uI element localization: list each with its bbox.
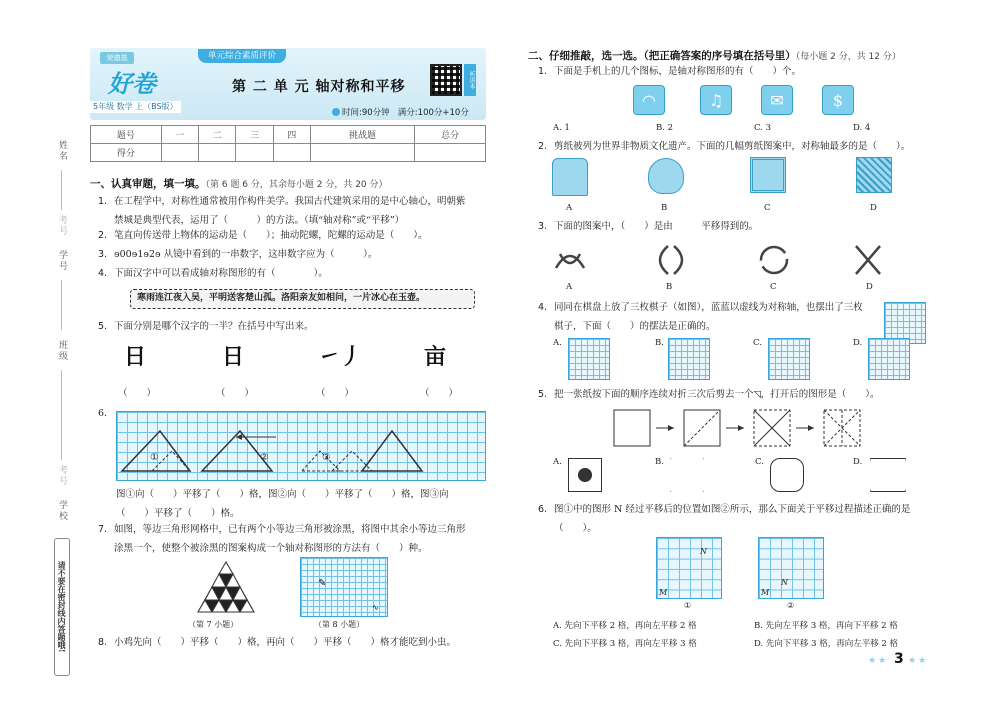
wifi-icon: ◠ <box>633 85 665 115</box>
option-c[interactable]: C. 3 <box>754 123 772 133</box>
question-text: 在工程学中，对称性通常被用作构件美学。我国古代建筑采用的是中心轴心，明朝紫 <box>114 196 466 207</box>
figure-caption: ② <box>787 601 795 610</box>
question-text: 小鸡先向（ ）平移（ ）格，再向（ ）平移（ ）格才能吃到小虫。 <box>114 637 457 648</box>
score-input[interactable] <box>273 144 310 162</box>
figure-caption: （第 7 小题） <box>188 620 239 629</box>
poem-box: 寒雨连江夜入吴，平明送客楚山孤。洛阳亲友如相问，一片冰心在玉壶。 <box>130 289 475 309</box>
question-1: 1. 在工程学中，对称性通常被用作构件美学。我国古代建筑采用的是中心轴心，明朝紫 禁城是典型代表，运用了（ ）的方法。（填“轴对称”或“平移”） <box>98 196 466 226</box>
chessboard-option <box>668 338 710 380</box>
papercut-c-icon <box>750 157 786 193</box>
question-text: 涂黑一个，使整个被涂黑的图案构成一个轴对称图形的方法有（ ）种。 <box>114 543 428 554</box>
answer-blank[interactable]: （ ） <box>420 388 459 399</box>
option-a[interactable]: A. <box>553 457 562 467</box>
page-number: 3 <box>894 651 904 667</box>
question-8: 8. 小鸡先向（ ）平移（ ）格，再向（ ）平移（ ）格才能吃到小虫。 <box>98 637 457 648</box>
answer-blank[interactable]: （ ） <box>316 388 355 399</box>
class-label: 班级 <box>57 340 67 362</box>
option-a[interactable]: A <box>566 203 573 213</box>
section2-title <box>528 48 901 63</box>
figure-label: ③ <box>322 452 331 463</box>
star-decoration-icon: ★★ <box>908 656 929 666</box>
bank-icon: $ <box>822 85 854 115</box>
option-a[interactable]: A. 先向下平移 2 格，再向左平移 2 格 <box>553 621 697 631</box>
full-score: 满分:100分+10分 <box>397 108 469 118</box>
exam-meta <box>332 106 469 118</box>
option-d[interactable]: D. 先向下平移 3 格，再向左平移 2 格 <box>754 639 899 649</box>
question-2-1: 1. 下面是手机上的几个图标，是轴对称图形的有（ ）个。 <box>538 66 802 77</box>
triangle-3 <box>362 431 422 471</box>
seat-label-2: 考号 <box>57 465 67 487</box>
option-b[interactable]: B. 2 <box>656 123 674 133</box>
question-3: 3. ɘ00ɘ1ɘ2ɘ 从镜中看到的一串数字，这串数字应为（ ）。 <box>98 249 378 260</box>
chessboard-option <box>768 338 810 380</box>
cut-shape-a <box>568 458 602 492</box>
half-character: 日 <box>222 345 245 370</box>
worm-icon: ∿ <box>372 603 379 612</box>
score-input[interactable] <box>236 144 273 162</box>
table-cell: 得分 <box>91 144 162 162</box>
binding-strip <box>52 120 74 680</box>
figure-caption: （第 8 小题） <box>314 620 365 629</box>
option-a[interactable]: A. <box>553 338 562 348</box>
chick-icon: ✎ <box>318 578 327 589</box>
option-c[interactable]: C <box>764 203 771 213</box>
question-2: 2. 笔直向传送带上物体的运动是（ ）；抽动陀螺，陀螺的运动是（ ）。 <box>98 230 428 241</box>
triangle-grid <box>196 560 256 615</box>
music-icon: ♫ <box>700 85 732 115</box>
cut-shape-d <box>870 458 906 492</box>
evaluation-tag: 单元综合素质评价 <box>198 49 286 63</box>
seat-label: 考号 <box>57 215 67 237</box>
table-cell: 挑战题 <box>310 126 414 144</box>
score-input[interactable] <box>199 144 236 162</box>
triangle-2-moved <box>302 451 340 471</box>
question-2-4: 4. 同同在棋盘上放了三枚棋子（如图），蓝蓝以虚线为对称轴，也摆出了三枚 棋子，下面（ ）的摆法是正确的。 <box>538 302 863 332</box>
section-note: （第 6 题 6 分，其余每小题 2 分，共 20 分） <box>205 180 388 190</box>
question-text: 笔直向传送带上物体的运动是（ ）；抽动陀螺，陀螺的运动是（ ）。 <box>114 230 428 241</box>
question-text: 图①中的图形 N 经过平移后的位置如图②所示，那么下面关于平移过程描述正确的是 <box>554 504 911 515</box>
score-input[interactable] <box>415 144 486 162</box>
papercut-b-icon <box>648 158 684 194</box>
question-text: 下面汉字中可以看成轴对称图形的有（ ）。 <box>114 268 328 279</box>
question-text: 把一张纸按下面的顺序连续对折三次后剪去一个◹，打开后的图形是（ ）。 <box>554 389 880 400</box>
question-text: 下面是手机上的几个图标，是轴对称图形的有（ ）个。 <box>554 66 802 77</box>
score-table <box>90 125 486 162</box>
section-heading: 二、仔细推敲，选一选。（把正确答案的序号填在括号里） <box>528 50 796 62</box>
qr-code-icon[interactable] <box>430 64 462 96</box>
question-text: 同同在棋盘上放了三枚棋子（如图），蓝蓝以虚线为对称轴，也摆出了三枚 <box>554 302 863 313</box>
papercut-d-icon <box>856 157 892 193</box>
section1-title <box>90 176 388 191</box>
table-cell: 二 <box>199 126 236 144</box>
option-d[interactable]: D. 4 <box>853 123 871 133</box>
option-b[interactable]: B <box>666 282 673 292</box>
option-c[interactable]: C <box>770 282 777 292</box>
table-cell: 总分 <box>415 126 486 144</box>
question-6-number: 6. <box>98 408 108 419</box>
figure-label: ① <box>150 452 159 463</box>
table-cell: 四 <box>273 126 310 144</box>
clock-icon <box>332 108 340 116</box>
question-text: 图①向（ ）平移了（ ）格，图②向（ ）平移了（ ）格，图③向 <box>116 489 449 500</box>
question-text: 下面的图案中，（ ）是由 平移得到的。 <box>554 221 759 232</box>
question-2-3: 3. 下面的图案中，（ ）是由 平移得到的。 <box>538 221 759 232</box>
divider <box>61 370 62 460</box>
cut-shape-b <box>670 458 704 492</box>
unit-title: 第 二 单 元 轴对称和平移 <box>232 79 406 95</box>
divider <box>61 280 62 330</box>
option-a[interactable]: A. 1 <box>553 123 570 133</box>
shape-m: M <box>659 588 668 597</box>
seal-notice: 请不要在密封线内答题哦! <box>54 538 70 676</box>
score-input[interactable] <box>310 144 414 162</box>
grade-label: 5年级 数学 上（BS版） <box>90 101 181 113</box>
section-note: （每小题 2 分，共 12 分） <box>795 52 901 62</box>
question-text: 下面分别是哪个汉字的一半？在括号中写出来。 <box>114 321 314 332</box>
half-character: 亩 <box>424 345 447 370</box>
question-text: （ ）。 <box>554 523 597 534</box>
translation-figures <box>116 411 486 481</box>
school-label: 学校 <box>57 500 67 522</box>
question-text: （ ）平移了（ ）格。 <box>116 508 240 519</box>
divider <box>61 170 62 210</box>
section-heading: 一、认真审题，填一填。 <box>90 178 206 190</box>
option-c[interactable]: C. <box>755 457 764 467</box>
question-text: ɘ00ɘ1ɘ2ɘ 从镜中看到的一串数字，这串数字应为（ ）。 <box>114 249 378 260</box>
qr-tag: 听讲本 <box>464 64 476 96</box>
answer-blank[interactable]: （ ） <box>216 388 255 399</box>
option-a[interactable]: A <box>566 282 573 292</box>
question-2-2: 2. 剪纸被列为世界非物质文化遗产。下面的几幅剪纸图案中，对称轴最多的是（ ）。 <box>538 141 911 152</box>
figure-caption: ① <box>684 601 692 610</box>
question-text: 剪纸被列为世界非物质文化遗产。下面的几幅剪纸图案中，对称轴最多的是（ ）。 <box>554 141 911 152</box>
option-d[interactable]: D <box>870 203 877 213</box>
answer-blank[interactable]: （ ） <box>118 388 157 399</box>
option-b[interactable]: B. <box>655 338 664 348</box>
option-d[interactable]: D. <box>853 457 863 467</box>
half-character: ㇀丿 <box>318 345 363 370</box>
table-row <box>91 126 486 144</box>
table-cell: 一 <box>161 126 198 144</box>
shape-n: N <box>781 578 788 587</box>
option-b[interactable]: B <box>661 203 668 213</box>
table-cell: 题号 <box>91 126 162 144</box>
option-b[interactable]: B. <box>655 457 664 467</box>
table-row <box>91 144 486 162</box>
cut-shape-c <box>770 458 804 492</box>
brand-logo: 好卷 <box>108 70 156 98</box>
question-4: 4. 下面汉字中可以看成轴对称图形的有（ ）。 <box>98 268 328 279</box>
option-d[interactable]: D. <box>853 338 863 348</box>
option-d[interactable]: D <box>866 282 873 292</box>
half-character: 日 <box>124 345 147 370</box>
question-6-text <box>116 485 496 523</box>
brand-tag: 荣德基 <box>100 52 134 64</box>
question-2-5: 5. 把一张纸按下面的顺序连续对折三次后剪去一个◹，打开后的图形是（ ）。 <box>538 389 880 400</box>
folding-steps <box>612 408 882 450</box>
number-label: 学号 <box>57 250 67 272</box>
shape-m: M <box>761 588 770 597</box>
chessboard-option <box>868 338 910 380</box>
question-text: 禁城是典型代表，运用了（ ）的方法。（填“轴对称”或“平移”） <box>114 215 405 226</box>
name-label: 姓名 <box>57 140 67 162</box>
question-5: 5. 下面分别是哪个汉字的一半？在括号中写出来。 <box>98 321 314 332</box>
table-cell: 三 <box>236 126 273 144</box>
triangle-3-moved <box>332 451 372 471</box>
shape-n: N <box>700 547 707 556</box>
question-2-6: 6. 图①中的图形 N 经过平移后的位置如图②所示，那么下面关于平移过程描述正确的是 （ ）。 <box>538 504 911 534</box>
papercut-a-icon <box>552 158 588 196</box>
option-c[interactable]: C. <box>753 338 762 348</box>
mail-icon: ✉ <box>761 85 793 115</box>
question-7: 7. 如图，等边三角形网格中，已有两个小等边三角形被涂黑，将图中其余小等边三角形 涂黑一个，使整个被涂黑的图案构成一个轴对称图形的方法有（ ）种。 <box>98 524 466 554</box>
question-text: 棋子，下面（ ）的摆法是正确的。 <box>554 321 716 332</box>
option-c[interactable]: C. 先向下平移 3 格，再向左平移 3 格 <box>553 639 697 649</box>
chessboard-option <box>568 338 610 380</box>
score-input[interactable] <box>161 144 198 162</box>
question-text: 如图，等边三角形网格中，已有两个小等边三角形被涂黑，将图中其余小等边三角形 <box>114 524 466 535</box>
time-limit: 时间:90分钟 <box>342 108 390 118</box>
figure-label: ② <box>260 452 269 463</box>
star-decoration-icon: ★★ <box>868 656 889 666</box>
arc-options <box>548 240 908 280</box>
option-b[interactable]: B. 先向左平移 3 格，再向下平移 2 格 <box>754 621 898 631</box>
